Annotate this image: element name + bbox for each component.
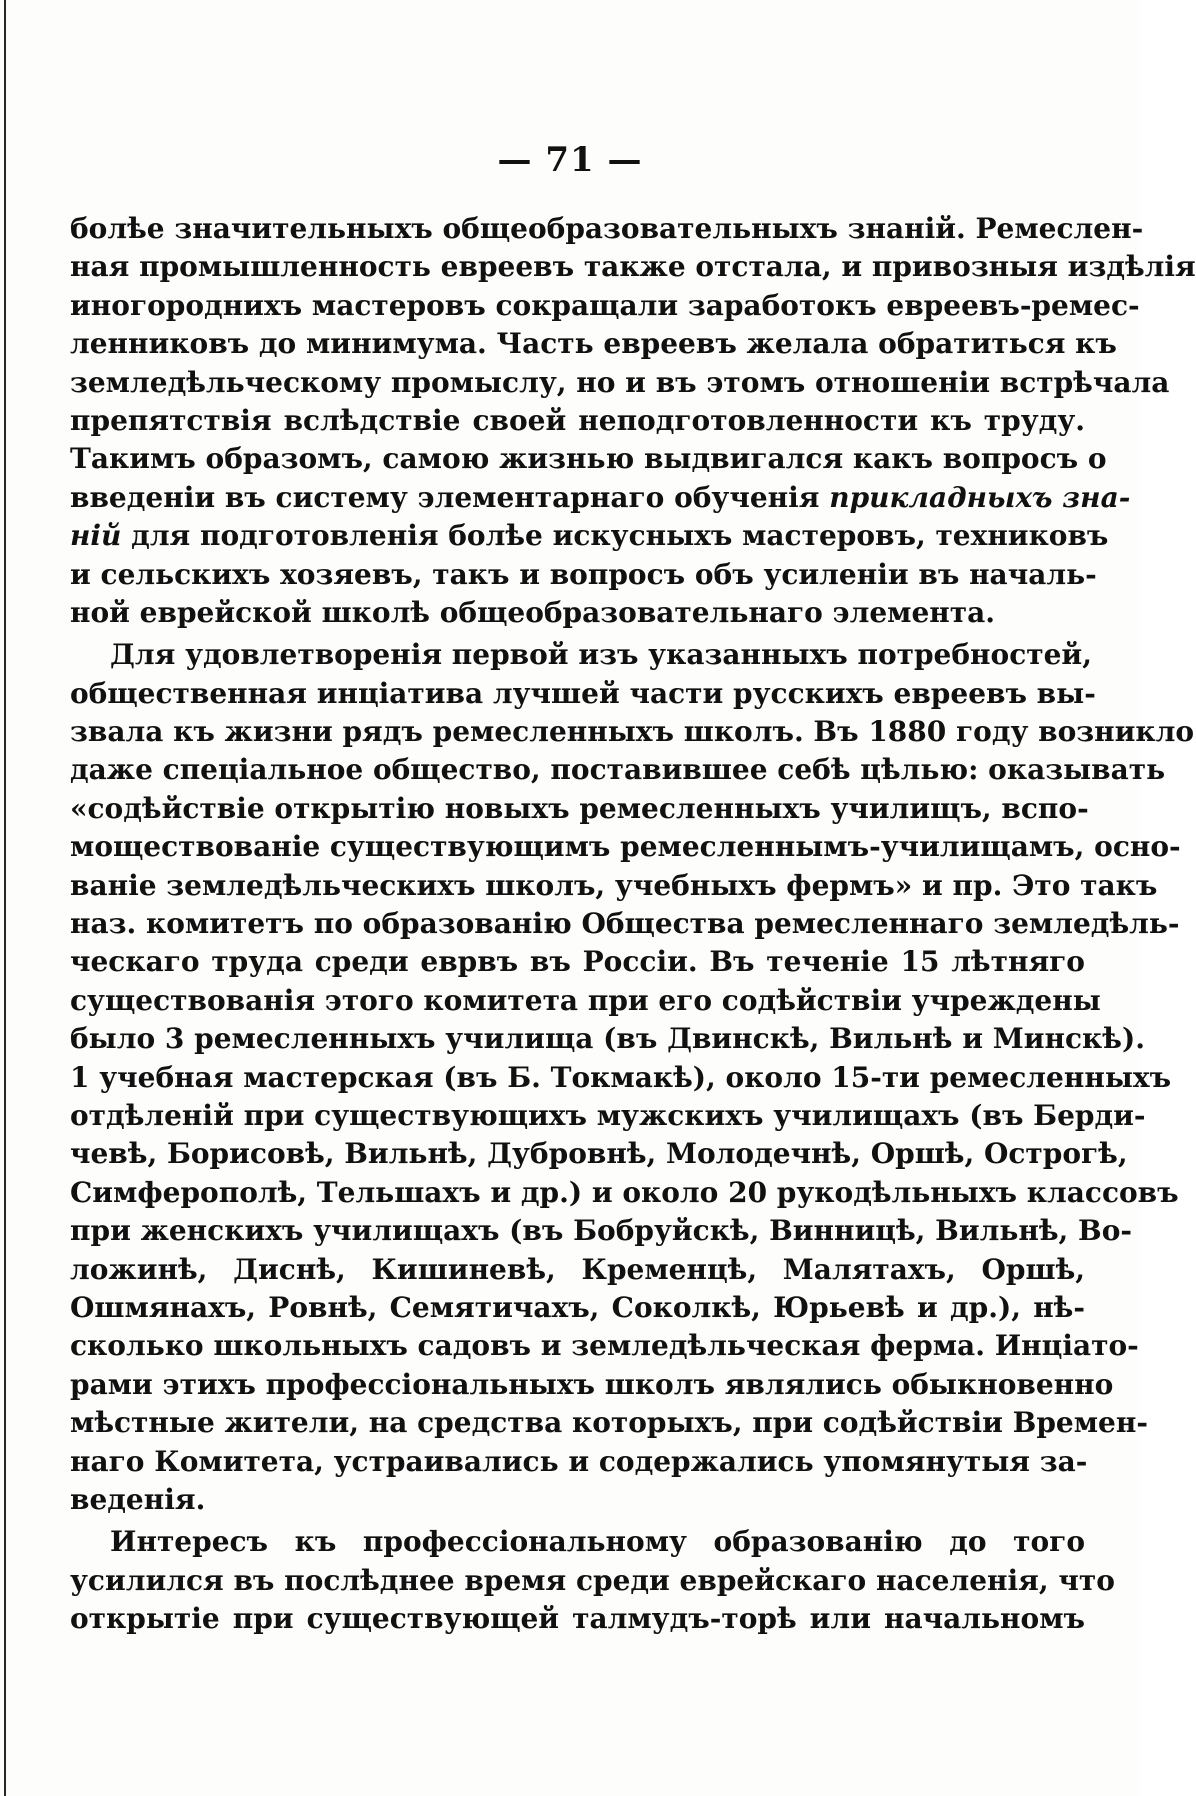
text-line: существованія этого комитета при его содѣйствіи учреждены — [70, 983, 1101, 1017]
text-line: «содѣйствіе открытію новыхъ ремесленныхъ училищъ, вспо- — [70, 791, 1089, 825]
text-line: рами этихъ профессіональныхъ школъ являлись обыкновенно — [70, 1367, 1114, 1401]
text-line: земледѣльческому промыслу, но и въ этомъ отношеніи встрѣчала — [70, 365, 1170, 399]
text-line: открытіе при существующей талмудъ-торѣ или начальномъ — [70, 1602, 1085, 1636]
text-line: 1 учебная мастерская (въ Б. Токмакѣ), около 15-ти ремесленныхъ — [70, 1060, 1172, 1094]
text-line: сколько школьныхъ садовъ и земледѣльческая ферма. Инціато- — [70, 1329, 1139, 1363]
text-line: мѣстные жители, на средства которыхъ, при содѣйствіи Времен- — [70, 1406, 1148, 1440]
italic-segment: прикладныхъ зна- — [829, 480, 1131, 514]
text-line: препятствія вслѣдствіе своей неподготовленности къ труду. — [70, 403, 1085, 437]
line-segment: для подготовленія болѣе искусныхъ мастеровъ, техниковъ — [121, 519, 1109, 553]
scan-edge-shadow — [4, 0, 6, 1796]
text-line: Симферополѣ, Тельшахъ и др.) и около 20 рукодѣльныхъ классовъ — [70, 1175, 1179, 1209]
text-line: отдѣленій при существующихъ мужскихъ училищахъ (въ Берди- — [70, 1098, 1146, 1132]
text-line: Такимъ образомъ, самою жизнью выдвигался какъ вопросъ о — [70, 442, 1107, 476]
text-line: ной еврейской школѣ общеобразовательнаго элемента. — [70, 595, 996, 629]
text-line: было 3 ремесленныхъ училища (въ Двинскѣ, Вильнѣ и Минскѣ). — [70, 1022, 1145, 1056]
text-line: болѣе значительныхъ общеобразовательныхъ знаній. Ремеслен- — [70, 212, 1144, 245]
text-line: даже спеціальное общество, поставившее себѣ цѣлью: оказывать — [70, 753, 1166, 787]
page-number: — 71 — — [497, 140, 643, 180]
text-line: при женскихъ училищахъ (въ Бобруйскѣ, Винницѣ, Вильнѣ, Во- — [70, 1214, 1132, 1248]
text-line: Для удовлетворенія первой изъ указанныхъ потребностей, — [110, 638, 1092, 672]
text-line: веденія. — [70, 1482, 206, 1516]
text-line: наз. комитетъ по образованію Общества ремесленнаго земледѣль- — [70, 907, 1180, 941]
text-line: ложинѣ, Диснѣ, Кишиневѣ, Кременцѣ, Малятахъ, Оршѣ, — [70, 1252, 1085, 1286]
text-line: ленниковъ до минимума. Часть евреевъ желала обратиться къ — [70, 327, 1117, 361]
text-line: и сельскихъ хозяевъ, такъ и вопросъ объ усиленіи въ началь- — [70, 557, 1097, 591]
text-line: наго Комитета, устраивались и содержались упомянутыя за- — [70, 1444, 1088, 1478]
body-text — [70, 210, 1196, 1638]
text-line: моществованіе существующимъ ремесленнымъ-училищамъ, осно- — [70, 830, 1181, 864]
text-line: ваніе земледѣльческихъ школъ, учебныхъ фермъ» и пр. Это такъ — [70, 868, 1158, 902]
text-line: звала къ жизни рядъ ремесленныхъ школъ. Въ 1880 году возникло — [70, 715, 1195, 749]
italic-segment: ній — [70, 519, 122, 553]
text-line: ческаго труда среди еврвъ въ Россіи. Въ теченіе 15 лѣтняго — [70, 945, 1085, 979]
text-line — [70, 479, 1131, 517]
line-segment: введеніи въ систему элементарнаго обученія — [70, 480, 830, 514]
text-line: Интересъ къ профессіональному образованію до того — [110, 1525, 1085, 1559]
text-line: Ошмянахъ, Ровнѣ, Семятичахъ, Соколкѣ, Юрьевѣ и др.), нѣ- — [70, 1290, 1085, 1324]
text-line: иногороднихъ мастеровъ сокращали заработокъ евреевъ-ремес- — [70, 288, 1140, 322]
text-line — [70, 517, 1109, 555]
text-line: чевѣ, Борисовѣ, Вильнѣ, Дубровнѣ, Молодечнѣ, Оршѣ, Острогѣ, — [70, 1137, 1128, 1171]
text-line: усилился въ послѣднее время среди еврейскаго населенія, что — [70, 1563, 1115, 1597]
text-line: ная промышленность евреевъ также отстала, и привозныя издѣлія — [70, 250, 1196, 284]
text-line: общественная инціатива лучшей части русскихъ евреевъ вы- — [70, 676, 1096, 710]
